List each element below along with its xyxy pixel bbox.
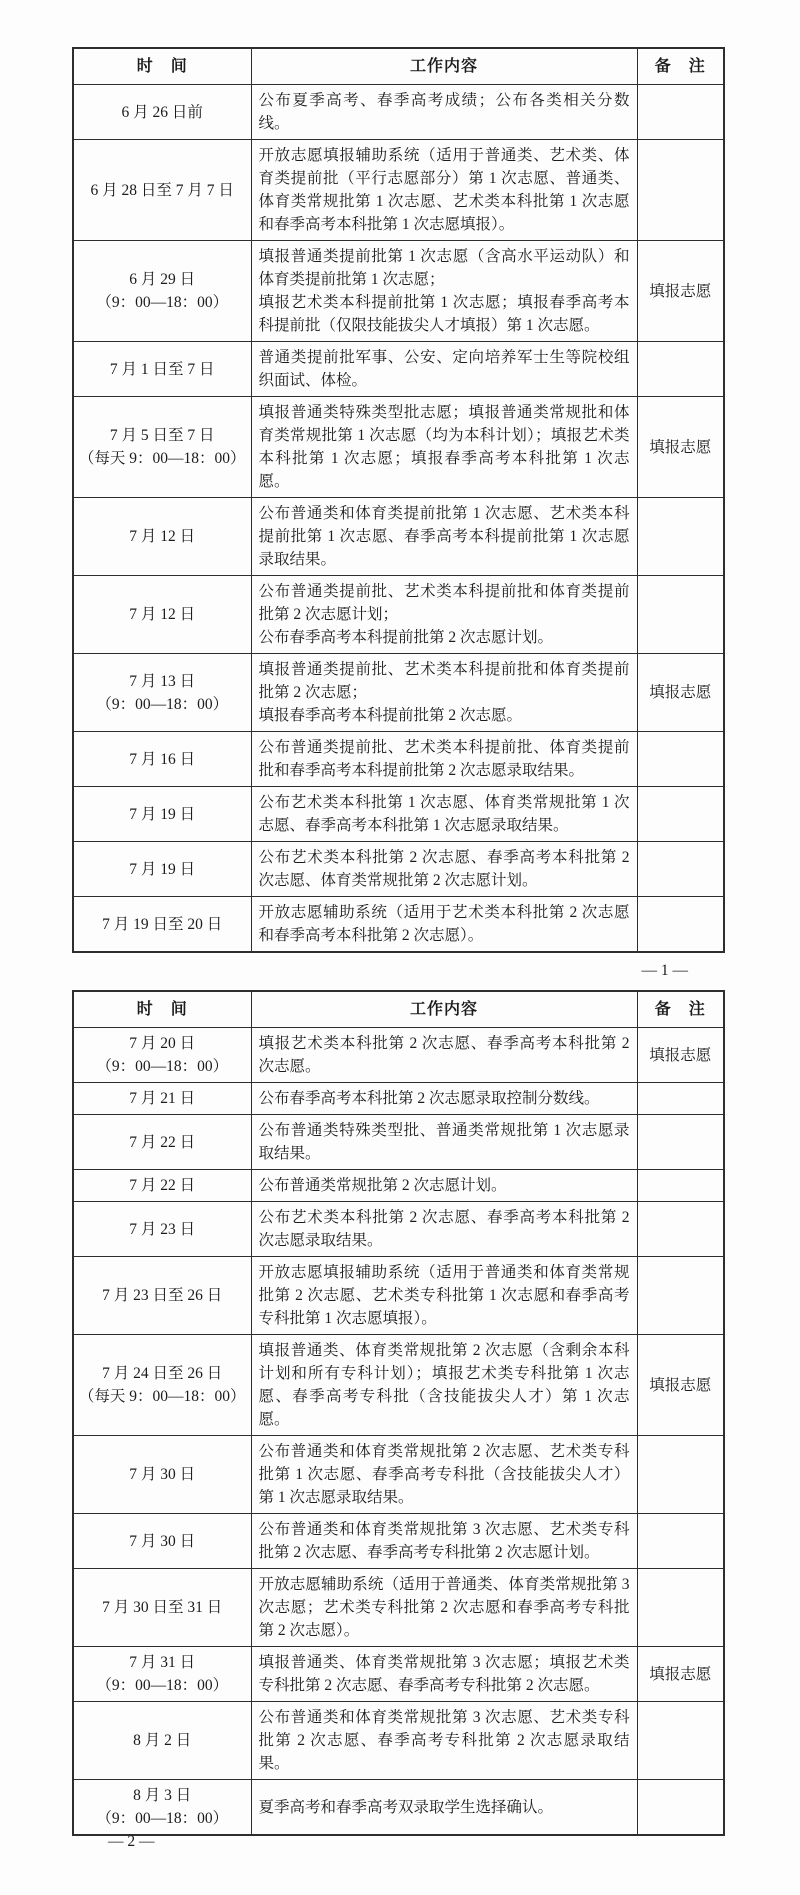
table-row (73, 1702, 724, 1780)
content-cell: 公布普通类提前批、艺术类本科提前批、体育类提前批和春季高考本科提前批第 2 次志愿录取结果。 (251, 732, 637, 787)
time-cell: 7 月 30 日 (73, 1436, 251, 1514)
content-cell: 公布普通类常规批第 2 次志愿计划。 (251, 1170, 637, 1202)
page-number-1: — 1 — (641, 962, 688, 979)
content-cell: 公布夏季高考、春季高考成绩；公布各类相关分数线。 (251, 85, 637, 140)
time-cell: 7 月 22 日 (73, 1115, 251, 1170)
remark-cell (637, 498, 724, 576)
content-cell: 填报艺术类本科批第 2 次志愿、春季高考本科批第 2 次志愿。 (251, 1028, 637, 1083)
time-cell: 7 月 21 日 (73, 1083, 251, 1115)
time-cell: 7 月 12 日 (73, 498, 251, 576)
time-cell: 7 月 19 日 (73, 842, 251, 897)
remark-cell (637, 85, 724, 140)
content-cell: 普通类提前批军事、公安、定向培养军士生等院校组织面试、体检。 (251, 342, 637, 397)
remark-cell (637, 1702, 724, 1780)
content-cell: 夏季高考和春季高考双录取学生选择确认。 (251, 1780, 637, 1836)
time-cell: 6 月 26 日前 (73, 85, 251, 140)
remark-cell: 填报志愿 (637, 1335, 724, 1436)
table-row (73, 241, 724, 342)
table-header-row (73, 991, 724, 1028)
remark-cell (637, 897, 724, 953)
time-cell: 7 月 23 日 (73, 1202, 251, 1257)
remark-cell (637, 1514, 724, 1569)
remark-cell: 填报志愿 (637, 1647, 724, 1702)
time-cell: 7 月 31 日 （9：00—18：00） (73, 1647, 251, 1702)
time-cell: 7 月 23 日至 26 日 (73, 1257, 251, 1335)
time-cell: 7 月 5 日至 7 日 （每天 9：00—18：00） (73, 397, 251, 498)
table-header-row (73, 48, 724, 85)
time-cell: 6 月 29 日 （9：00—18：00） (73, 241, 251, 342)
time-cell: 6 月 28 日至 7 月 7 日 (73, 140, 251, 241)
content-cell: 公布普通类和体育类常规批第 3 次志愿、艺术类专科批第 2 次志愿、春季高考专科批第 2 次志愿计划。 (251, 1514, 637, 1569)
content-cell: 开放志愿辅助系统（适用于普通类、体育类常规批第 3 次志愿；艺术类专科批第 2 次志愿和春季高考专科批第 2 次志愿）。 (251, 1569, 637, 1647)
remark-cell (637, 1083, 724, 1115)
table-row (73, 1115, 724, 1170)
time-cell: 7 月 19 日 (73, 787, 251, 842)
content-cell: 公布普通类提前批、艺术类本科提前批和体育类提前批第 2 次志愿计划； 公布春季高考本科提前批第 2 次志愿计划。 (251, 576, 637, 654)
content-cell: 开放志愿填报辅助系统（适用于普通类、艺术类、体育类提前批（平行志愿部分）第 1 次志愿、普通类、体育类常规批第 1 次志愿、艺术类本科批第 1 次志愿和春季高考本科批第 1 次志愿填报）。 (251, 140, 637, 241)
table-row (73, 1335, 724, 1436)
table-row (73, 1083, 724, 1115)
remark-cell (637, 842, 724, 897)
header-content: 工作内容 (251, 991, 637, 1028)
content-cell: 填报普通类、体育类常规批第 2 次志愿（含剩余本科计划和所有专科计划）；填报艺术类专科批第 1 次志愿、春季高考专科批（含技能拔尖人才）第 1 次志愿。 (251, 1335, 637, 1436)
time-cell: 7 月 20 日 （9：00—18：00） (73, 1028, 251, 1083)
remark-cell (637, 1780, 724, 1836)
time-cell: 7 月 13 日 （9：00—18：00） (73, 654, 251, 732)
content-cell: 填报普通类特殊类型批志愿；填报普通类常规批和体育类常规批第 1 次志愿（均为本科计划）；填报艺术类本科批第 1 次志愿；填报春季高考本科批第 1 次志愿。 (251, 397, 637, 498)
time-cell: 7 月 16 日 (73, 732, 251, 787)
content-cell: 开放志愿填报辅助系统（适用于普通类和体育类常规批第 2 次志愿、艺术类专科批第 1 次志愿和春季高考专科批第 1 次志愿填报）。 (251, 1257, 637, 1335)
time-cell: 7 月 12 日 (73, 576, 251, 654)
time-cell: 8 月 3 日 （9：00—18：00） (73, 1780, 251, 1836)
remark-cell: 填报志愿 (637, 654, 724, 732)
header-remark: 备 注 (637, 48, 724, 85)
time-cell: 7 月 24 日至 26 日 （每天 9：00—18：00） (73, 1335, 251, 1436)
table-row (73, 140, 724, 241)
schedule-table-page2 (72, 990, 725, 1836)
time-cell: 8 月 2 日 (73, 1702, 251, 1780)
table-row (73, 1647, 724, 1702)
header-remark: 备 注 (637, 991, 724, 1028)
time-cell: 7 月 1 日至 7 日 (73, 342, 251, 397)
time-cell: 7 月 19 日至 20 日 (73, 897, 251, 953)
table-row (73, 1170, 724, 1202)
table-row (73, 397, 724, 498)
table-row (73, 732, 724, 787)
content-cell: 填报普通类、体育类常规批第 3 次志愿；填报艺术类专科批第 2 次志愿、春季高考专科批第 2 次志愿。 (251, 1647, 637, 1702)
table-row (73, 1028, 724, 1083)
table-row (73, 787, 724, 842)
table-row (73, 1202, 724, 1257)
remark-cell: 填报志愿 (637, 397, 724, 498)
time-cell: 7 月 30 日 (73, 1514, 251, 1569)
remark-cell (637, 1569, 724, 1647)
table-row (73, 1780, 724, 1836)
table-row (73, 842, 724, 897)
remark-cell: 填报志愿 (637, 241, 724, 342)
content-cell: 填报普通类提前批第 1 次志愿（含高水平运动队）和体育类提前批第 1 次志愿； 填报艺术类本科提前批第 1 次志愿；填报春季高考本科提前批（仅限技能拔尖人才填报）第 1 次志愿。 (251, 241, 637, 342)
time-cell: 7 月 22 日 (73, 1170, 251, 1202)
remark-cell (637, 1257, 724, 1335)
header-time: 时 间 (73, 48, 251, 85)
table-row (73, 85, 724, 140)
remark-cell (637, 1202, 724, 1257)
table-row (73, 1569, 724, 1647)
remark-cell (637, 1436, 724, 1514)
remark-cell (637, 140, 724, 241)
content-cell: 公布普通类特殊类型批、普通类常规批第 1 次志愿录取结果。 (251, 1115, 637, 1170)
table-row (73, 342, 724, 397)
table-row (73, 576, 724, 654)
content-cell: 开放志愿辅助系统（适用于艺术类本科批第 2 次志愿和春季高考本科批第 2 次志愿）。 (251, 897, 637, 953)
content-cell: 填报普通类提前批、艺术类本科提前批和体育类提前批第 2 次志愿； 填报春季高考本科提前批第 2 次志愿。 (251, 654, 637, 732)
table-row (73, 654, 724, 732)
content-cell: 公布艺术类本科批第 2 次志愿、春季高考本科批第 2 次志愿录取结果。 (251, 1202, 637, 1257)
header-content: 工作内容 (251, 48, 637, 85)
remark-cell (637, 732, 724, 787)
remark-cell (637, 1115, 724, 1170)
content-cell: 公布艺术类本科批第 1 次志愿、体育类常规批第 1 次志愿、春季高考本科批第 1 次志愿录取结果。 (251, 787, 637, 842)
header-time: 时 间 (73, 991, 251, 1028)
content-cell: 公布普通类和体育类常规批第 2 次志愿、艺术类专科批第 1 次志愿、春季高考专科批（含技能拔尖人才）第 1 次志愿录取结果。 (251, 1436, 637, 1514)
remark-cell (637, 787, 724, 842)
remark-cell: 填报志愿 (637, 1028, 724, 1083)
content-cell: 公布春季高考本科批第 2 次志愿录取控制分数线。 (251, 1083, 637, 1115)
time-cell: 7 月 30 日至 31 日 (73, 1569, 251, 1647)
remark-cell (637, 342, 724, 397)
remark-cell (637, 1170, 724, 1202)
table-row (73, 498, 724, 576)
page-number-2: — 2 — (108, 1833, 155, 1850)
table-row (73, 897, 724, 953)
remark-cell (637, 576, 724, 654)
table-row (73, 1514, 724, 1569)
table-row (73, 1257, 724, 1335)
content-cell: 公布普通类和体育类常规批第 3 次志愿、艺术类专科批第 2 次志愿、春季高考专科批第 2 次志愿录取结果。 (251, 1702, 637, 1780)
table-row (73, 1436, 724, 1514)
schedule-table-page1 (72, 47, 725, 953)
content-cell: 公布普通类和体育类提前批第 1 次志愿、艺术类本科提前批第 1 次志愿、春季高考本科提前批第 1 次志愿录取结果。 (251, 498, 637, 576)
content-cell: 公布艺术类本科批第 2 次志愿、春季高考本科批第 2 次志愿、体育类常规批第 2 次志愿计划。 (251, 842, 637, 897)
